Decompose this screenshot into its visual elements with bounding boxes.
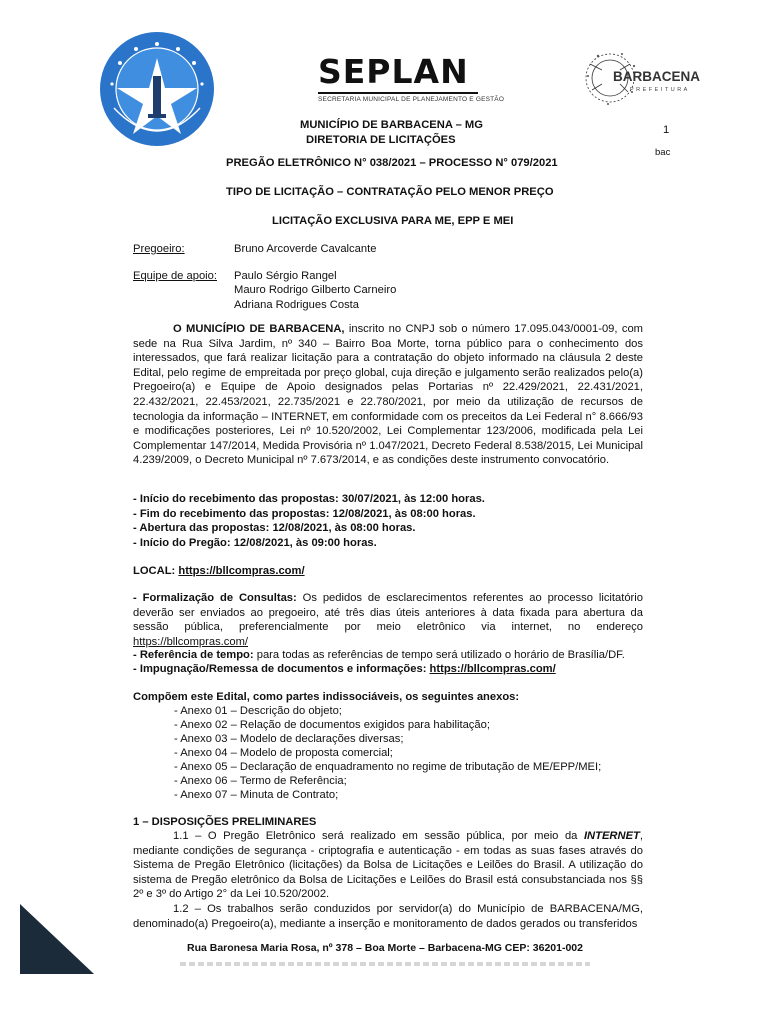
tipo-licitacao: TIPO DE LICITAÇÃO – CONTRATAÇÃO PELO MENOR PREÇO	[226, 186, 554, 198]
licitacao-exclusiva: LICITAÇÃO EXCLUSIVA PARA ME, EPP E MEI	[272, 215, 514, 227]
intro-text: inscrito no CNPJ sob o número 17.095.043/0001-09, com sede na Rua Silva Jardim, nº 340 – Bairro Boa Morte, torna público para o conhecimento dos interessados, que fará realizar licitação para a contratação do objeto informado na cláusula 2 deste Edital, pelo regime de empreitada por preço global, cuja direção e julgamento serão realizados pelo(a) Pregoeiro(a) e Equipe de Apoio designados pelas Portarias nº 22.429/2021, 22.431/2021, 22.432/2021, 22.453/2021, 22.735/2021 e 22.780/2021, por meio da utilização de recursos de tecnologia da informação – INTERNET, em conformidade com os preceitos da Lei Federal n° 8.666/93 e modificações posteriores, Lei nº 10.520/2002, Lei Complementar 123/2006, modificada pela Lei Complementar 147/2014, Medida Provisória nº 1.047/2021, Decreto Federal 8.538/2015, Lei Municipal 4.239/2009, o Decreto Municipal nº 7.673/2014, e as condições deste instrumento convocatório.	[133, 323, 643, 467]
seplan-wordmark: SEPLAN	[318, 52, 469, 91]
equipe-apoio-label: Equipe de apoio:	[133, 270, 217, 282]
apoio-member: Paulo Sérgio Rangel	[234, 270, 337, 282]
anexos-title: Compõem este Edital, como partes indissociáveis, os seguintes anexos:	[133, 691, 520, 703]
referencia-label: - Referência de tempo:	[133, 649, 254, 661]
page-number: 1	[663, 124, 670, 136]
footer-cut-line	[180, 962, 590, 966]
pregoeiro-name: Bruno Arcoverde Cavalcante	[234, 243, 377, 255]
barbacena-prefeitura-logo	[580, 44, 700, 110]
date-line: - Abertura das propostas: 12/08/2021, às 08:00 horas.	[133, 522, 416, 534]
seplan-rule	[318, 92, 478, 94]
heading-municipio: MUNICÍPIO DE BARBACENA – MG	[300, 119, 483, 131]
anexo-item: - Anexo 02 – Relação de documentos exigidos para habilitação;	[174, 719, 490, 731]
anexo-item: - Anexo 07 – Minuta de Contrato;	[174, 789, 339, 801]
prefeitura-wordmark: PREFEITURA	[630, 87, 690, 93]
side-note: bac	[655, 147, 671, 158]
heading-diretoria: DIRETORIA DE LICITAÇÕES	[306, 134, 456, 146]
anexo-item: - Anexo 04 – Modelo de proposta comercial;	[174, 747, 393, 759]
pregoeiro-label: Pregoeiro:	[133, 243, 185, 255]
anexo-item: - Anexo 03 – Modelo de declarações diversas;	[174, 733, 404, 745]
p1-internet: INTERNET	[583, 830, 640, 842]
barbacena-wordmark: BARBACENA	[613, 69, 700, 84]
p1-text-a: 1.1 – O Pregão Eletrônico será realizado em sessão pública, por meio da	[173, 830, 584, 842]
referencia-text: para todas as referências de tempo será utilizado o horário de Brasília/DF.	[253, 649, 625, 661]
consultas-label: - Formalização de Consultas:	[133, 592, 297, 604]
consultas-paragraph	[133, 591, 643, 649]
pregao-title: PREGÃO ELETRÔNICO N° 038/2021 – PROCESSO N° 079/2021	[226, 157, 558, 169]
apoio-member: Mauro Rodrigo Gilberto Carneiro	[234, 284, 397, 296]
date-line: - Fim do recebimento das propostas: 12/08/2021, às 08:00 horas.	[133, 508, 476, 520]
referencia-tempo	[133, 648, 625, 663]
anexo-item: - Anexo 06 – Termo de Referência;	[174, 775, 347, 787]
municipal-emblem-logo	[98, 30, 216, 148]
section-title: 1 – DISPOSIÇÕES PRELIMINARES	[133, 816, 317, 828]
anexo-item: - Anexo 05 – Declaração de enquadramento no regime de tributação de ME/EPP/MEI;	[174, 761, 602, 773]
footer-address: Rua Baronesa Maria Rosa, nº 378 – Boa Morte – Barbacena-MG CEP: 36201-002	[187, 942, 583, 954]
intro-lead: O MUNICÍPIO DE BARBACENA,	[173, 323, 345, 335]
impugnacao-line	[133, 662, 556, 677]
consultas-text: Os pedidos de esclarecimentos referentes ao processo licitatório deverão ser enviados ao pregoeiro, até três dias úteis anteriores à data fixada para abertura da sessão pública, preferencialmente por meio eletrônico via internet, no endereço	[133, 592, 643, 634]
date-line: - Início do recebimento das propostas: 30/07/2021, às 12:00 horas.	[133, 493, 485, 505]
local-link[interactable]: https://bllcompras.com/	[178, 565, 305, 577]
section-paragraph-1-2: 1.2 – Os trabalhos serão conduzidos por servidor(a) do Município de BARBACENA/MG, denominado(a) Pregoeiro(a), mediante a inserção e monitoramento de dados gerados ou transferidos	[133, 903, 643, 930]
p1-text-b: , mediante condições de segurança - criptografia e autenticação - em todas as suas fases através do Sistema de Pregão Eletrônico (licitações) da Bolsa de Licitações e Leilões do Brasil. A utilização do sistema de Pregão eletrônico da Bolsa de Licitações e Leilões do Brasil está consubstanciada nos §§ 2º e 3º do Artigo 2° da Lei 10.520/2002.	[133, 830, 643, 901]
seplan-subtitle: SECRETARIA MUNICIPAL DE PLANEJAMENTO E GESTÃO	[318, 96, 505, 103]
local-label: LOCAL:	[133, 565, 179, 577]
seplan-logo	[318, 52, 505, 103]
date-line: - Início do Pregão: 12/08/2021, às 09:00 horas.	[133, 537, 377, 549]
impugnacao-link[interactable]: https://bllcompras.com/	[429, 663, 556, 675]
apoio-member: Adriana Rodrigues Costa	[234, 299, 359, 311]
local-line	[133, 564, 305, 579]
anexo-item: - Anexo 01 – Descrição do objeto;	[174, 705, 342, 717]
section-paragraph-1-1	[133, 829, 643, 902]
impugnacao-label: - Impugnação/Remessa de documentos e informações:	[133, 663, 430, 675]
corner-decoration	[20, 904, 94, 974]
intro-paragraph	[133, 322, 643, 468]
consultas-link[interactable]: https://bllcompras.com/	[133, 635, 249, 648]
